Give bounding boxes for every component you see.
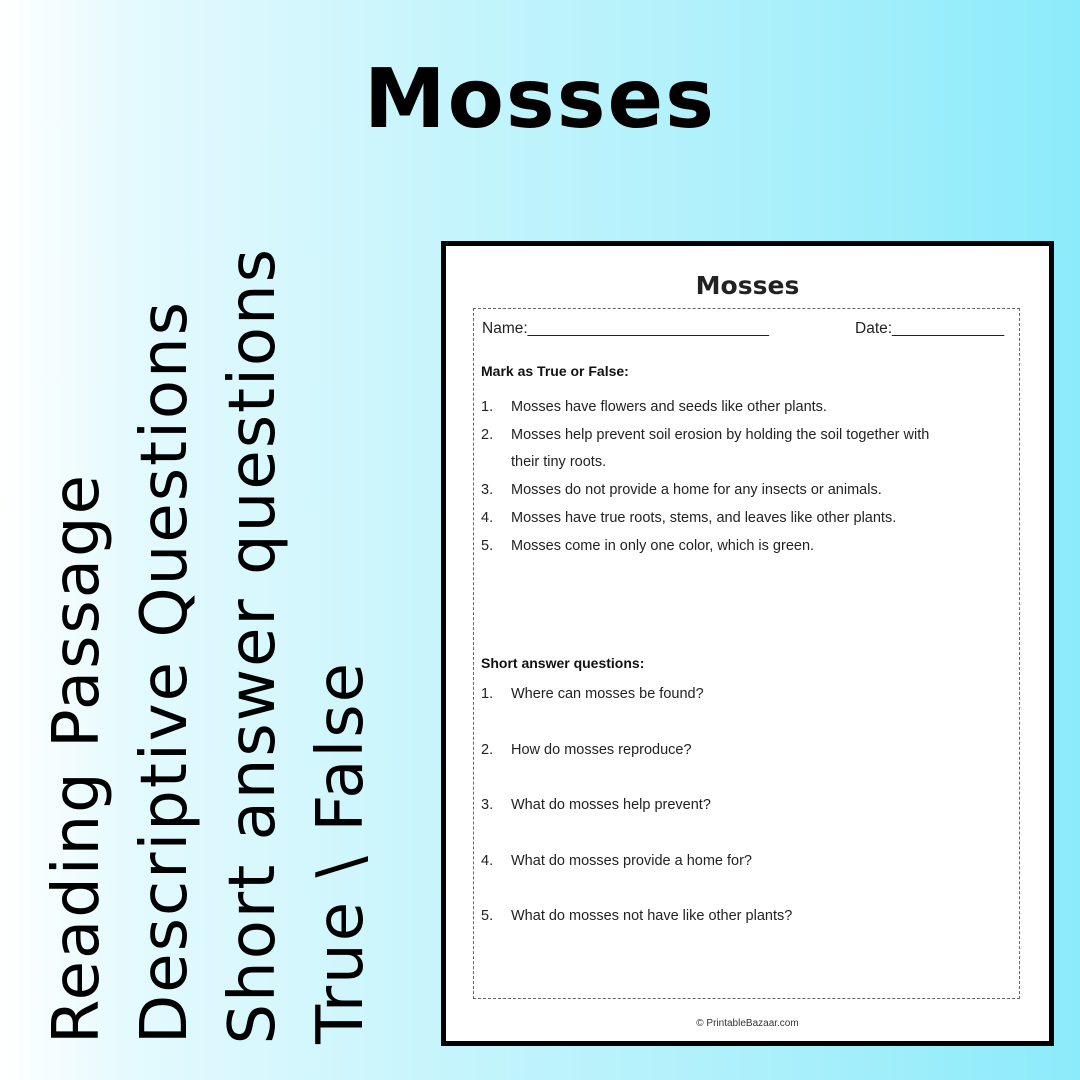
item-number: 5.: [481, 908, 494, 924]
item-text: Where can mosses be found?: [511, 686, 704, 702]
short-answer-list: [481, 684, 981, 962]
list-item: [481, 422, 981, 477]
page-title: Mosses: [364, 52, 716, 147]
item-text: How do mosses reproduce?: [511, 741, 692, 758]
item-text: What do mosses provide a home for?: [511, 852, 752, 869]
side-label-reading-passage: Reading Passage: [40, 473, 114, 1044]
item-text: Mosses have true roots, stems, and leaves like other plants.: [511, 509, 897, 526]
list-item: [481, 394, 981, 422]
item-text: What do mosses not have like other plants?: [511, 908, 793, 924]
worksheet-content-box: [473, 308, 1020, 999]
item-number: 1.: [481, 399, 494, 415]
list-item: [481, 795, 981, 851]
item-number: 2.: [481, 426, 494, 443]
item-number: 4.: [481, 852, 494, 869]
item-text: Mosses help prevent soil erosion by holding the soil together with their tiny roots.: [511, 426, 930, 471]
name-field-label: Name:____________________________: [482, 320, 770, 337]
worksheet-title: Mosses: [695, 271, 800, 300]
true-false-list: [481, 394, 981, 560]
list-item: [481, 505, 981, 533]
worksheet-preview: [441, 241, 1054, 1046]
copyright-notice: © PrintableBazaar.com: [696, 1018, 799, 1029]
item-number: 4.: [481, 509, 494, 526]
true-false-heading: Mark as True or False:: [481, 363, 629, 379]
side-labels: [0, 0, 440, 1080]
short-answer-heading: Short answer questions:: [481, 655, 645, 671]
list-item: [481, 740, 981, 796]
date-field-label: Date:_____________: [855, 320, 1005, 337]
item-number: 3.: [481, 482, 494, 499]
side-label-short-answer-questions: Short answer questions: [216, 246, 290, 1044]
side-label-descriptive-questions: Descriptive Questions: [128, 300, 202, 1044]
item-text: Mosses come in only one color, which is green.: [511, 537, 815, 554]
item-number: 3.: [481, 797, 494, 813]
list-item: [481, 906, 981, 962]
list-item: [481, 477, 981, 505]
list-item: [481, 684, 981, 740]
list-item: [481, 533, 981, 561]
item-text: Mosses do not provide a home for any insects or animals.: [511, 482, 882, 499]
item-text: What do mosses help prevent?: [511, 797, 711, 813]
list-item: [481, 851, 981, 907]
item-number: 1.: [481, 686, 494, 702]
item-text: Mosses have flowers and seeds like other plants.: [511, 399, 827, 415]
item-number: 5.: [481, 537, 494, 554]
item-number: 2.: [481, 741, 494, 758]
side-label-true-false: True \ False: [304, 661, 378, 1044]
